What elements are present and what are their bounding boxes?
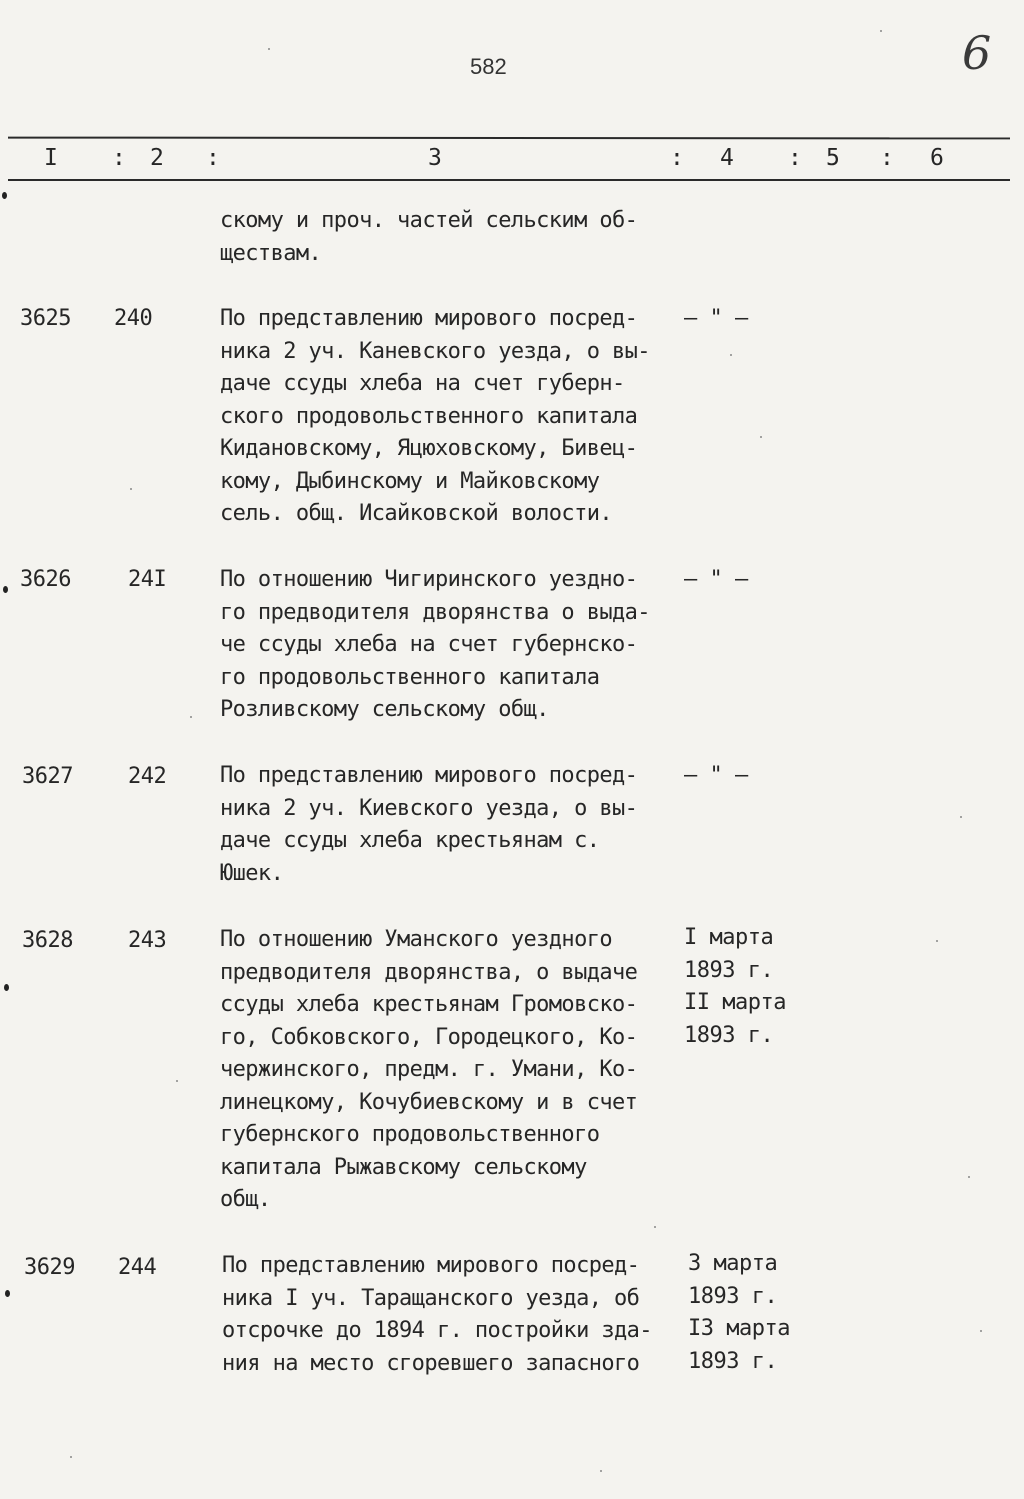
start-date: I марта — [684, 925, 774, 950]
entry-number: 3625 — [20, 306, 71, 331]
text-line: чержинского, предм. г. Умани, Ко- — [220, 1057, 638, 1082]
header-col-5: 5 — [826, 145, 840, 171]
text-line: ника I уч. Таращанского уезда, об — [222, 1285, 640, 1311]
text-line: линецкому, Кочубиевскому и в счет — [220, 1089, 638, 1115]
column-header — [0, 141, 1024, 177]
end-year: 1893 г. — [684, 1022, 774, 1048]
entry-number: 3628 — [22, 928, 73, 953]
entry-dates — [684, 564, 748, 597]
text-line: го предводителя дворянства о выда- — [220, 599, 650, 625]
entry-number: 3629 — [24, 1255, 75, 1280]
ditto-mark: – " – — [684, 567, 748, 592]
scan-speck — [880, 30, 882, 32]
text-line: По отношению Чигиринского уездно- — [220, 567, 638, 592]
item-number: 240 — [114, 306, 153, 331]
header-separator: : — [112, 145, 126, 171]
text-line: ния на место сгоревшего запасного — [222, 1350, 640, 1376]
text-line: капитала Рыжавскому сельскому — [220, 1154, 587, 1180]
entry-dates — [684, 922, 786, 1052]
item-number: 24I — [128, 567, 167, 592]
scan-speck — [968, 1176, 970, 1178]
scan-speck — [960, 816, 962, 818]
text-line: скому и проч. частей сельским об- — [220, 208, 638, 233]
header-rule-bottom — [8, 179, 1010, 181]
header-col-4: 4 — [720, 145, 734, 171]
entry-number: 3627 — [22, 764, 73, 789]
header-col-3: 3 — [428, 145, 442, 171]
scan-speck — [2, 192, 7, 199]
entry-dates — [684, 303, 748, 336]
page-number: 582 — [470, 54, 507, 79]
entry-description — [220, 760, 675, 890]
scan-speck — [980, 1330, 982, 1332]
scan-speck — [936, 940, 938, 942]
scan-speck — [600, 1470, 602, 1472]
item-number: 244 — [118, 1255, 157, 1280]
text-line: че ссуды хлеба на счет губернско- — [220, 632, 638, 657]
scan-speck — [3, 586, 8, 593]
header-separator: : — [206, 145, 220, 171]
text-line: По представлению мирового посред- — [222, 1253, 640, 1278]
start-year: 1893 г. — [684, 957, 774, 983]
scan-speck — [730, 354, 732, 356]
text-line: го, Собковского, Городецкого, Ко- — [220, 1024, 638, 1050]
text-line: Кидановскому, Яцюховскому, Бивец- — [220, 436, 638, 461]
header-rule-top — [8, 137, 1010, 140]
entry-description — [222, 1250, 677, 1380]
text-line: ского продовольственного капитала — [220, 403, 638, 429]
text-line: По представлению мирового посред- — [220, 763, 638, 788]
header-col-1: I — [44, 145, 58, 171]
entry-description — [220, 924, 675, 1217]
scan-speck — [130, 488, 132, 490]
end-year: 1893 г. — [688, 1348, 778, 1374]
text-line: По представлению мирового посред- — [220, 306, 638, 331]
header-col-6: 6 — [930, 145, 944, 171]
entry-number: 3626 — [20, 567, 71, 592]
text-line: ссуды хлеба крестьянам Громовско- — [220, 992, 638, 1017]
scan-speck — [190, 716, 192, 718]
start-year: 1893 г. — [688, 1283, 778, 1309]
item-number: 242 — [128, 764, 167, 789]
text-line: Юшек. — [220, 860, 284, 886]
scan-speck — [268, 48, 270, 50]
scan-speck — [176, 1080, 178, 1082]
scan-speck — [5, 1290, 10, 1297]
text-line: даче ссуды хлеба на счет губерн- — [220, 371, 625, 396]
item-number: 243 — [128, 928, 167, 953]
text-line: предводителя дворянства, о выдаче — [220, 959, 638, 985]
ditto-mark: – " – — [684, 763, 748, 788]
continuation-text — [220, 205, 675, 270]
ditto-mark: – " – — [684, 306, 748, 331]
text-line: ника 2 уч. Киевского уезда, о вы- — [220, 795, 638, 821]
end-date: II марта — [684, 990, 786, 1015]
scan-speck — [70, 1456, 72, 1458]
text-line: отсрочке до 1894 г. постройки зда- — [222, 1318, 652, 1343]
text-line: го продовольственного капитала — [220, 664, 600, 690]
text-line: Розливскому сельскому общ. — [220, 697, 549, 722]
text-line: ществам. — [220, 240, 322, 266]
header-col-2: 2 — [150, 145, 164, 171]
text-line: По отношению Уманского уездного — [220, 927, 612, 952]
scan-speck — [654, 1226, 656, 1228]
start-date: 3 марта — [688, 1251, 778, 1276]
header-separator: : — [788, 145, 802, 171]
header-separator: : — [670, 145, 684, 171]
text-line: кому, Дыбинскому и Майковскому — [220, 468, 600, 494]
entry-dates — [688, 1248, 790, 1378]
text-line: сель. общ. Исайковской волости. — [220, 501, 612, 526]
text-line: губернского продовольственного — [220, 1122, 600, 1147]
end-date: I3 марта — [688, 1316, 790, 1341]
scan-speck — [4, 984, 9, 991]
entry-dates — [684, 760, 748, 793]
text-line: общ. — [220, 1187, 271, 1212]
entry-description — [220, 564, 675, 727]
text-line: даче ссуды хлеба крестьянам с. — [220, 828, 600, 853]
text-line: ника 2 уч. Каневского уезда, о вы- — [220, 338, 650, 364]
scan-speck — [760, 436, 762, 438]
handwritten-sheet-number: 6 — [962, 26, 992, 80]
header-separator: : — [880, 145, 894, 171]
entry-description — [220, 303, 675, 531]
